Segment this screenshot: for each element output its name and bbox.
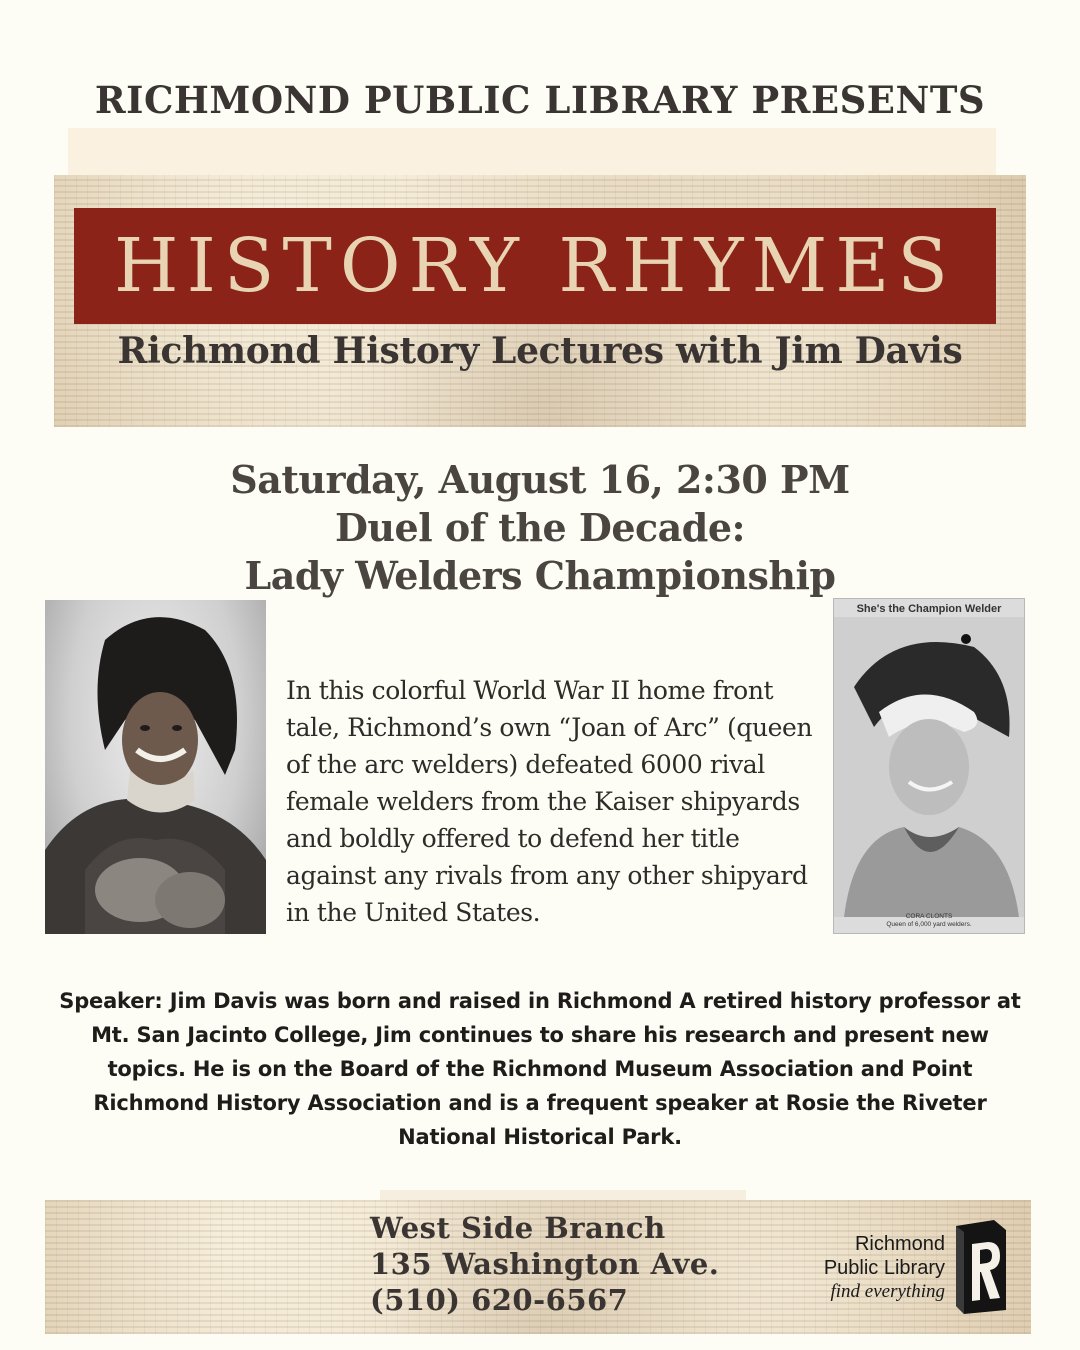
- street-address: 135 Washington Ave.: [370, 1247, 720, 1281]
- champion-illustration: [834, 617, 1024, 917]
- welder-illustration: [45, 600, 266, 934]
- series-subtitle: Richmond History Lectures with Jim Davis: [117, 330, 963, 372]
- logo-line2: Public Library: [823, 1257, 945, 1279]
- book-r-icon: [950, 1218, 1010, 1314]
- event-details: [0, 456, 1080, 600]
- clipping-caption-text: Queen of 6,000 yard welders.: [886, 921, 972, 928]
- branch-name: West Side Branch: [370, 1211, 666, 1245]
- library-logo: [790, 1218, 1015, 1318]
- logo-tagline: find everything: [830, 1281, 945, 1302]
- event-series-title: HISTORY RHYMES: [114, 223, 956, 309]
- logo-wordmark: [790, 1232, 945, 1304]
- event-topic-line1: Duel of the Decade:: [334, 505, 746, 550]
- event-topic-line2: Lady Welders Championship: [244, 553, 836, 598]
- clipping-caption: [834, 913, 1024, 929]
- cream-strip: [68, 128, 996, 176]
- title-box: [74, 208, 996, 324]
- presents-heading: RICHMOND PUBLIC LIBRARY PRESENTS: [94, 78, 986, 122]
- welder-photo: [45, 600, 266, 934]
- newspaper-clipping: [833, 598, 1025, 934]
- location-block: [370, 1210, 719, 1318]
- logo-line1: Richmond: [854, 1233, 945, 1255]
- speaker-bio: Speaker: Jim Davis was born and raised in Richmond A retired history professor at Mt. San Jacinto College, Jim continues to share his research and present new topics. He is on the Board of the Richmond Museum Association and Point Richmond History Association and is a frequent speaker at Rosie the Riveter National Historical Park.: [59, 989, 1021, 1149]
- clipping-headline: She's the Champion Welder: [856, 603, 1002, 615]
- lecture-description: In this colorful World War II home front tale, Richmond’s own “Joan of Arc” (queen of the arc welders) defeated 6000 rival female welders from the Kaiser shipyards and boldly offered to defend her title against any rivals from any other shipyard in the United States.: [286, 676, 813, 927]
- clipping-caption-name: CORA CLONTS: [905, 913, 953, 920]
- phone-number: (510) 620-6567: [370, 1283, 629, 1317]
- event-datetime: Saturday, August 16, 2:30 PM: [230, 457, 850, 502]
